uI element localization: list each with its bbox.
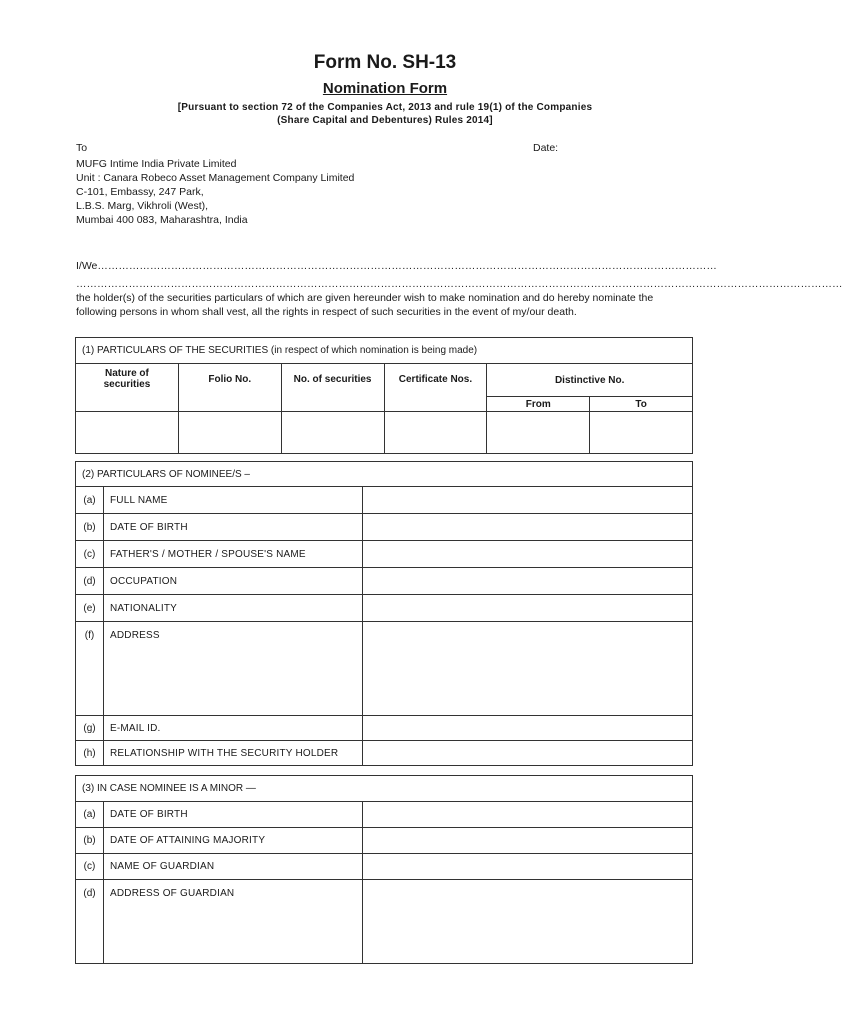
address-line: MUFG Intime India Private Limited — [76, 158, 237, 170]
email-input[interactable] — [362, 716, 692, 741]
label-minor-date-of-birth: DATE OF BIRTH — [103, 802, 362, 828]
securities-heading: (1) PARTICULARS OF THE SECURITIES (in respect of which nomination is being made) — [76, 338, 693, 364]
nominee-heading: (2) PARTICULARS OF NOMINEE/S – — [76, 462, 693, 487]
address-line: Unit : Canara Robeco Asset Management Company Limited — [76, 172, 355, 184]
label-email: E-MAIL ID. — [103, 716, 362, 741]
to-input-cell[interactable] — [590, 412, 693, 454]
col-distinctive-no: Distinctive No. — [487, 364, 693, 397]
row-key: (e) — [76, 595, 104, 622]
row-key: (c) — [76, 541, 104, 568]
label-occupation: OCCUPATION — [103, 568, 362, 595]
row-key: (d) — [76, 880, 104, 964]
row-key: (a) — [76, 487, 104, 514]
col-no-of-securities: No. of securities — [281, 364, 384, 412]
label-relationship: RELATIONSHIP WITH THE SECURITY HOLDER — [103, 741, 362, 766]
label-nationality: NATIONALITY — [103, 595, 362, 622]
row-key: (b) — [76, 828, 104, 854]
declaration-text — [76, 291, 696, 319]
relationship-input[interactable] — [362, 741, 692, 766]
row-key: (h) — [76, 741, 104, 766]
holder-name-field[interactable]: I/We…………………………………………………………………………………………………………………………………………………………… — [76, 260, 717, 272]
date-of-birth-input[interactable] — [362, 514, 692, 541]
row-key: (a) — [76, 802, 104, 828]
to-label: To — [76, 142, 88, 154]
nationality-input[interactable] — [362, 595, 692, 622]
form-subtitle: Nomination Form — [322, 80, 448, 97]
minor-table — [75, 775, 693, 964]
label-guardian-name: NAME OF GUARDIAN — [103, 854, 362, 880]
declaration-line-2: following persons in whom shall vest, all the rights in respect of such securities in the event of my/our death. — [76, 306, 577, 318]
col-from: From — [487, 397, 590, 412]
label-guardian-address: ADDRESS OF GUARDIAN — [103, 880, 362, 964]
full-name-input[interactable] — [362, 487, 692, 514]
row-key: (f) — [76, 622, 104, 716]
label-date-attaining-majority: DATE OF ATTAINING MAJORITY — [103, 828, 362, 854]
address-input[interactable] — [362, 622, 692, 716]
parent-spouse-name-input[interactable] — [362, 541, 692, 568]
label-date-of-birth: DATE OF BIRTH — [103, 514, 362, 541]
address-line: Mumbai 400 083, Maharashtra, India — [76, 214, 248, 226]
row-key: (d) — [76, 568, 104, 595]
address-line: L.B.S. Marg, Vikhroli (West), — [76, 200, 209, 212]
nominee-table — [75, 461, 693, 766]
col-folio-no: Folio No. — [178, 364, 281, 412]
count-input-cell[interactable] — [281, 412, 384, 454]
form-title: Form No. SH-13 — [313, 52, 457, 73]
holder-name-continuation[interactable]: ………………………………………………………………………………………………………………………………………………………………………………………………… — [76, 278, 843, 290]
from-input-cell[interactable] — [487, 412, 590, 454]
occupation-input[interactable] — [362, 568, 692, 595]
col-nature-of-securities: Nature of securities — [76, 364, 179, 412]
label-parent-spouse-name: FATHER'S / MOTHER / SPOUSE'S NAME — [103, 541, 362, 568]
declaration-line-1: the holder(s) of the securities particulars of which are given hereunder wish to make nomination and do hereby nominate the — [76, 292, 654, 304]
minor-heading: (3) IN CASE NOMINEE IS A MINOR — — [76, 776, 693, 802]
date-label: Date: — [533, 142, 559, 154]
row-key: (b) — [76, 514, 104, 541]
pursuant-note — [0, 101, 770, 127]
addressee-block — [76, 157, 354, 227]
certificate-input-cell[interactable] — [384, 412, 487, 454]
folio-input-cell[interactable] — [178, 412, 281, 454]
label-full-name: FULL NAME — [103, 487, 362, 514]
label-address: ADDRESS — [103, 622, 362, 716]
date-attaining-majority-input[interactable] — [362, 828, 692, 854]
pursuant-line-1: [Pursuant to section 72 of the Companies Act, 2013 and rule 19(1) of the Companies — [177, 102, 593, 113]
guardian-address-input[interactable] — [362, 880, 692, 964]
row-key: (g) — [76, 716, 104, 741]
minor-date-of-birth-input[interactable] — [362, 802, 692, 828]
col-certificate-nos: Certificate Nos. — [384, 364, 487, 412]
nature-input-cell[interactable] — [76, 412, 179, 454]
securities-table — [75, 337, 693, 454]
pursuant-line-2: (Share Capital and Debentures) Rules 2014] — [277, 115, 493, 126]
col-to: To — [590, 397, 693, 412]
address-line: C-101, Embassy, 247 Park, — [76, 186, 204, 198]
row-key: (c) — [76, 854, 104, 880]
guardian-name-input[interactable] — [362, 854, 692, 880]
